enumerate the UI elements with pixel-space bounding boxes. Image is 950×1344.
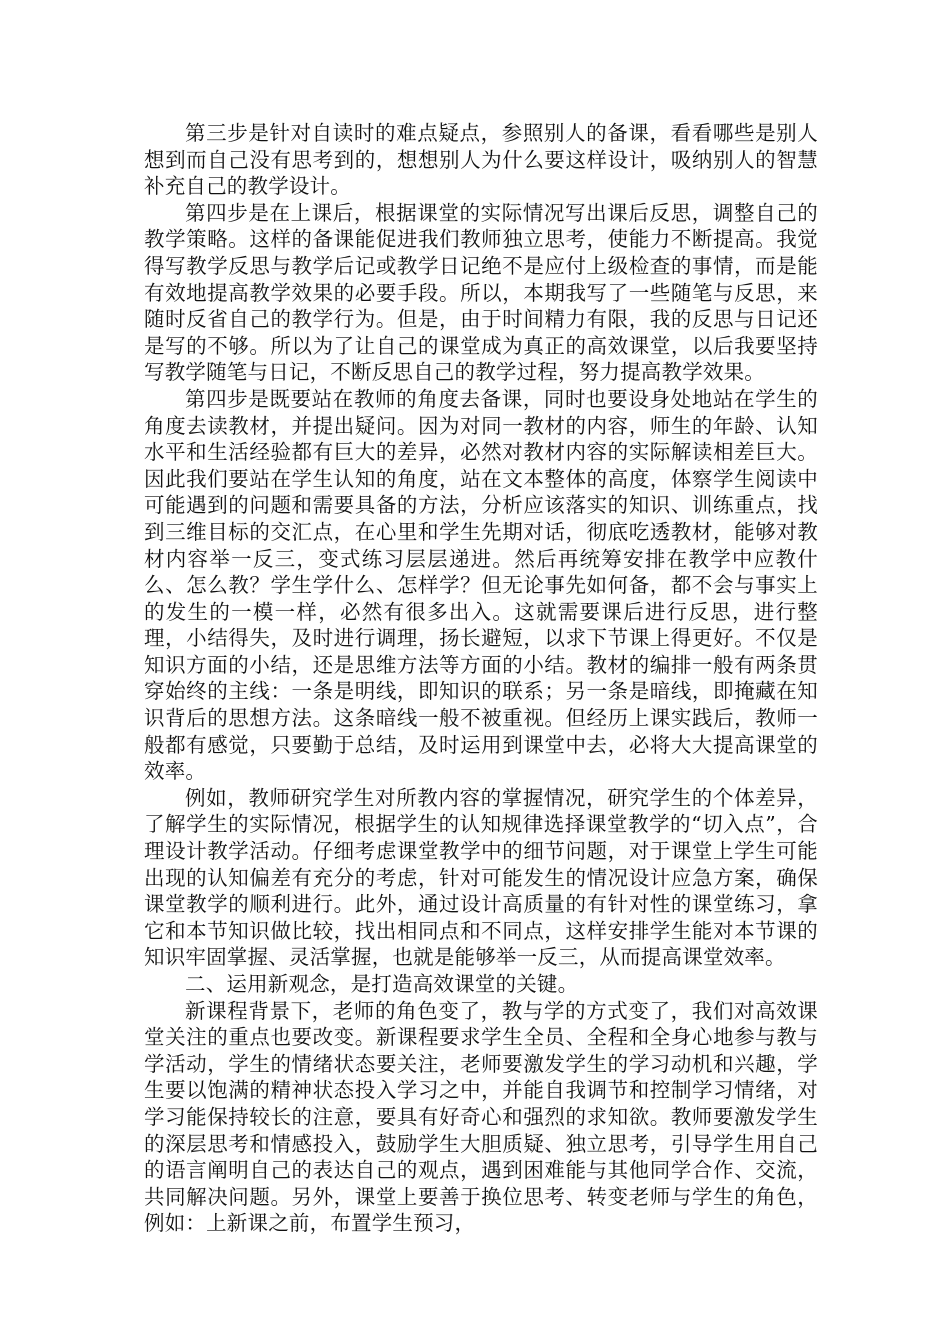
paragraph-new-curriculum: 新课程背景下，老师的角色变了，教与学的方式变了，我们对高效课堂关注的重点也要改变。新课程要求学生全员、全程和全身心地参与教与学活动，学生的情绪状态要关注，老师要激发学生的学习动机和兴趣，学生要以饱满的精神状态投入学习之中，并能自我调节和控制学习情绪，对学习能保持较长的注意，要具有好奇心和强烈的求知欲。教师要激发学生的深层思考和情感投入，鼓励学生大胆质疑、独立思考，引导学生用自己的语言阐明自己的表达自己的观点，遇到困难能与其他同学合作、交流，共同解决问题。另外，课堂上要善于换位思考、转变老师与学生的角色，例如：上新课之前，布置学生预习， — [144, 998, 818, 1236]
paragraph-step-three: 第三步是针对自读时的难点疑点，参照别人的备课，看看哪些是别人想到而自己没有思考到的，想想别人为什么要这样设计，吸纳别人的智慧补充自己的教学设计。 — [144, 121, 818, 199]
document-page — [144, 120, 818, 1237]
section-heading-new-concepts: 二、运用新观念，是打造高效课堂的关键。 — [185, 972, 579, 996]
paragraph-step-four-student-view: 第四步是既要站在教师的角度去备课，同时也要设身处地站在学生的角度去读教材，并提出疑问。因为对同一教材的内容，师生的年龄、认知水平和生活经验都有巨大的差异，必然对教材内容的实际解读相差巨大。因此我们要站在学生认知的角度，站在文本整体的高度，体察学生阅读中可能遇到的问题和需要具备的方法，分析应该落实的知识、训练重点，找到三维目标的交汇点，在心里和学生先期对话，彻底吃透教材，能够对教材内容举一反三，变式练习层层递进。然后再统筹安排在教学中应教什么、怎么教？学生学什么、怎样学？但无论事先如何备，都不会与事实上的发生的一模一样，必然有很多出入。这就需要课后进行反思，进行整理，小结得失，及时进行调理，扬长避短，以求下节课上得更好。不仅是知识方面的小结，还是思维方法等方面的小结。教材的编排一般有两条贯穿始终的主线：一条是明线，即知识的联系；另一条是暗线，即掩藏在知识背后的思想方法。这条暗线一般不被重视。但经历上课实践后，教师一般都有感觉，只要勤于总结，及时运用到课堂中去，必将大大提高课堂的效率。 — [144, 386, 818, 784]
paragraph-example: 例如，教师研究学生对所教内容的掌握情况，研究学生的个体差异，了解学生的实际情况，根据学生的认知规律选择课堂教学的“切入点”，合理设计教学活动。仔细考虑课堂教学中的细节问题，对于课堂上学生可能出现的认知偏差有充分的考虑，针对可能发生的情况设计应急方案，确保课堂教学的顺利进行。此外，通过设计高质量的有针对性的课堂练习，拿它和本节知识做比较，找出相同点和不同点，这样安排学生能对本节课的知识牢固掌握、灵活掌握，也就是能够举一反三，从而提高课堂效率。 — [144, 785, 818, 970]
paragraph-step-four-reflection: 第四步是在上课后，根据课堂的实际情况写出课后反思，调整自己的教学策略。这样的备课能促进我们教师独立思考，使能力不断提高。我觉得写教学反思与教学后记或教学日记绝不是应付上级检查的事情，而是能有效地提高教学效果的必要手段。所以，本期我写了一些随笔与反思，来随时反省自己的教学行为。但是，由于时间精力有限，我的反思与日记还是写的不够。所以为了让自己的课堂成为真正的高效课堂，以后我要坚持写教学随笔与日记，不断反思自己的教学过程，努力提高教学效果。 — [144, 200, 818, 385]
